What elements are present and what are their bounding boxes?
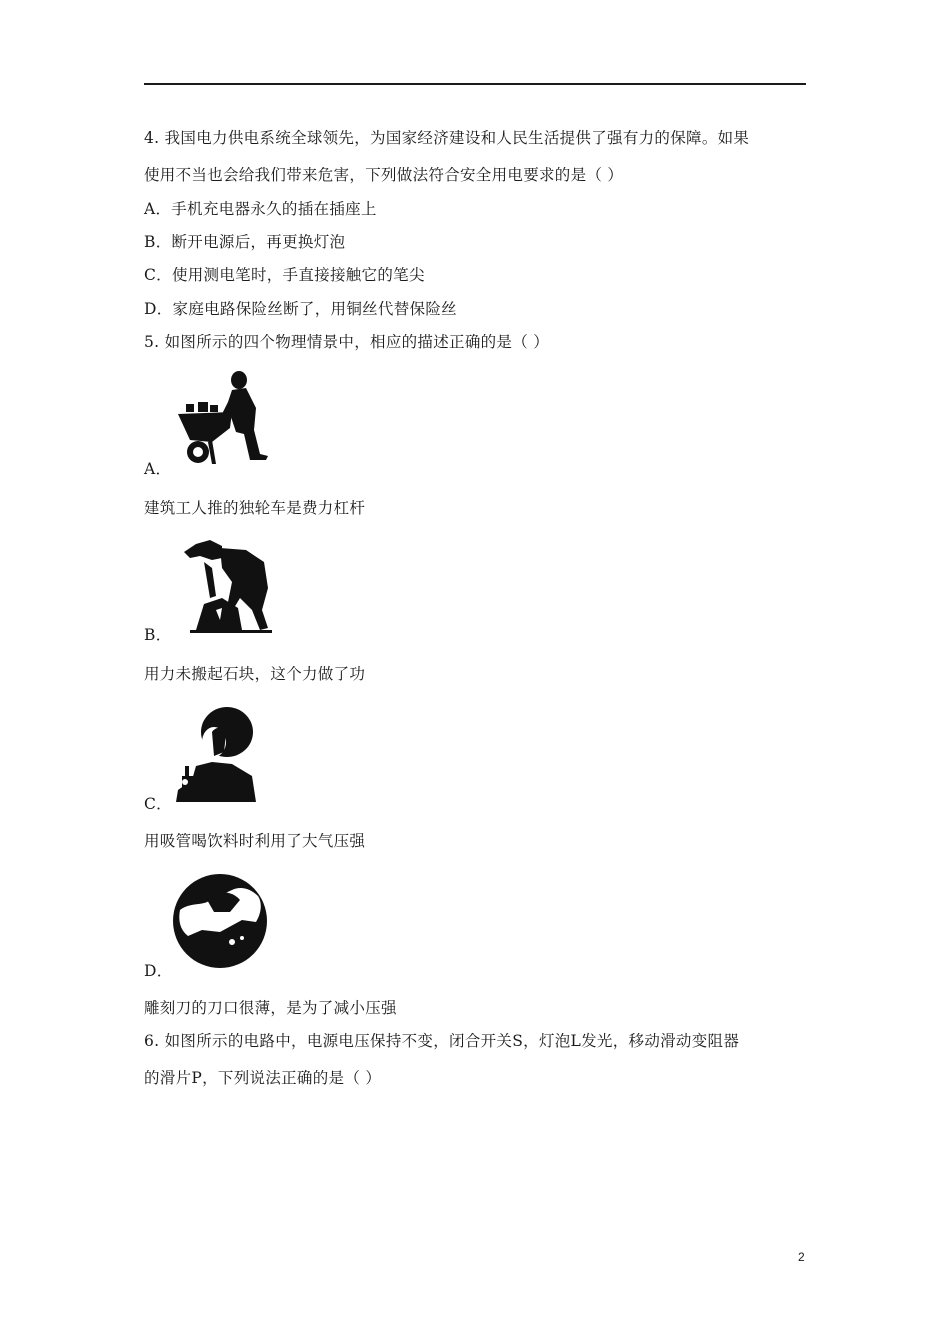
q5-option-d-text: 雕刻刀的刀口很薄，是为了减小压强 [144, 999, 397, 1017]
q5-option-b-text: 用力未搬起石块，这个力做了功 [144, 665, 366, 683]
q4-option-b: B．断开电源后，再更换灯泡 [144, 233, 346, 251]
carving-knife-figure [170, 872, 270, 970]
q5-stem: 5. 如图所示的四个物理情景中，相应的描述正确的是（ ） [144, 333, 550, 351]
q4-option-d: D．家庭电路保险丝断了，用铜丝代替保险丝 [144, 300, 457, 318]
q6-stem-line1: 6. 如图所示的电路中，电源电压保持不变，闭合开关S，灯泡L发光，移动滑动变阻器 [144, 1032, 740, 1050]
q5-option-d-letter: D． [144, 962, 173, 980]
q4-option-a: A．手机充电器永久的插在插座上 [144, 200, 377, 218]
q5-option-a-letter: A． [144, 460, 172, 478]
q5-option-a-text: 建筑工人推的独轮车是费力杠杆 [144, 499, 366, 517]
q6-stem-line2: 的滑片P，下列说法正确的是（ ） [144, 1069, 382, 1087]
q5-option-c-letter: C． [144, 795, 172, 813]
person-lifting-stone-figure [176, 538, 276, 636]
q4-option-c: C．使用测电笔时，手直接接触它的笔尖 [144, 266, 425, 284]
q5-option-c-text: 用吸管喝饮料时利用了大气压强 [144, 832, 366, 850]
page-number: 2 [798, 1250, 805, 1264]
q4-stem-line1: 4. 我国电力供电系统全球领先，为国家经济建设和人民生活提供了强有力的保障。如果 [144, 129, 750, 147]
q5-option-b-letter: B． [144, 626, 172, 644]
header-rule [144, 83, 806, 85]
q4-stem-line2: 使用不当也会给我们带来危害，下列做法符合安全用电要求的是（ ） [144, 166, 624, 184]
child-drinking-straw-figure [172, 706, 258, 804]
wheelbarrow-worker-figure [172, 368, 276, 468]
